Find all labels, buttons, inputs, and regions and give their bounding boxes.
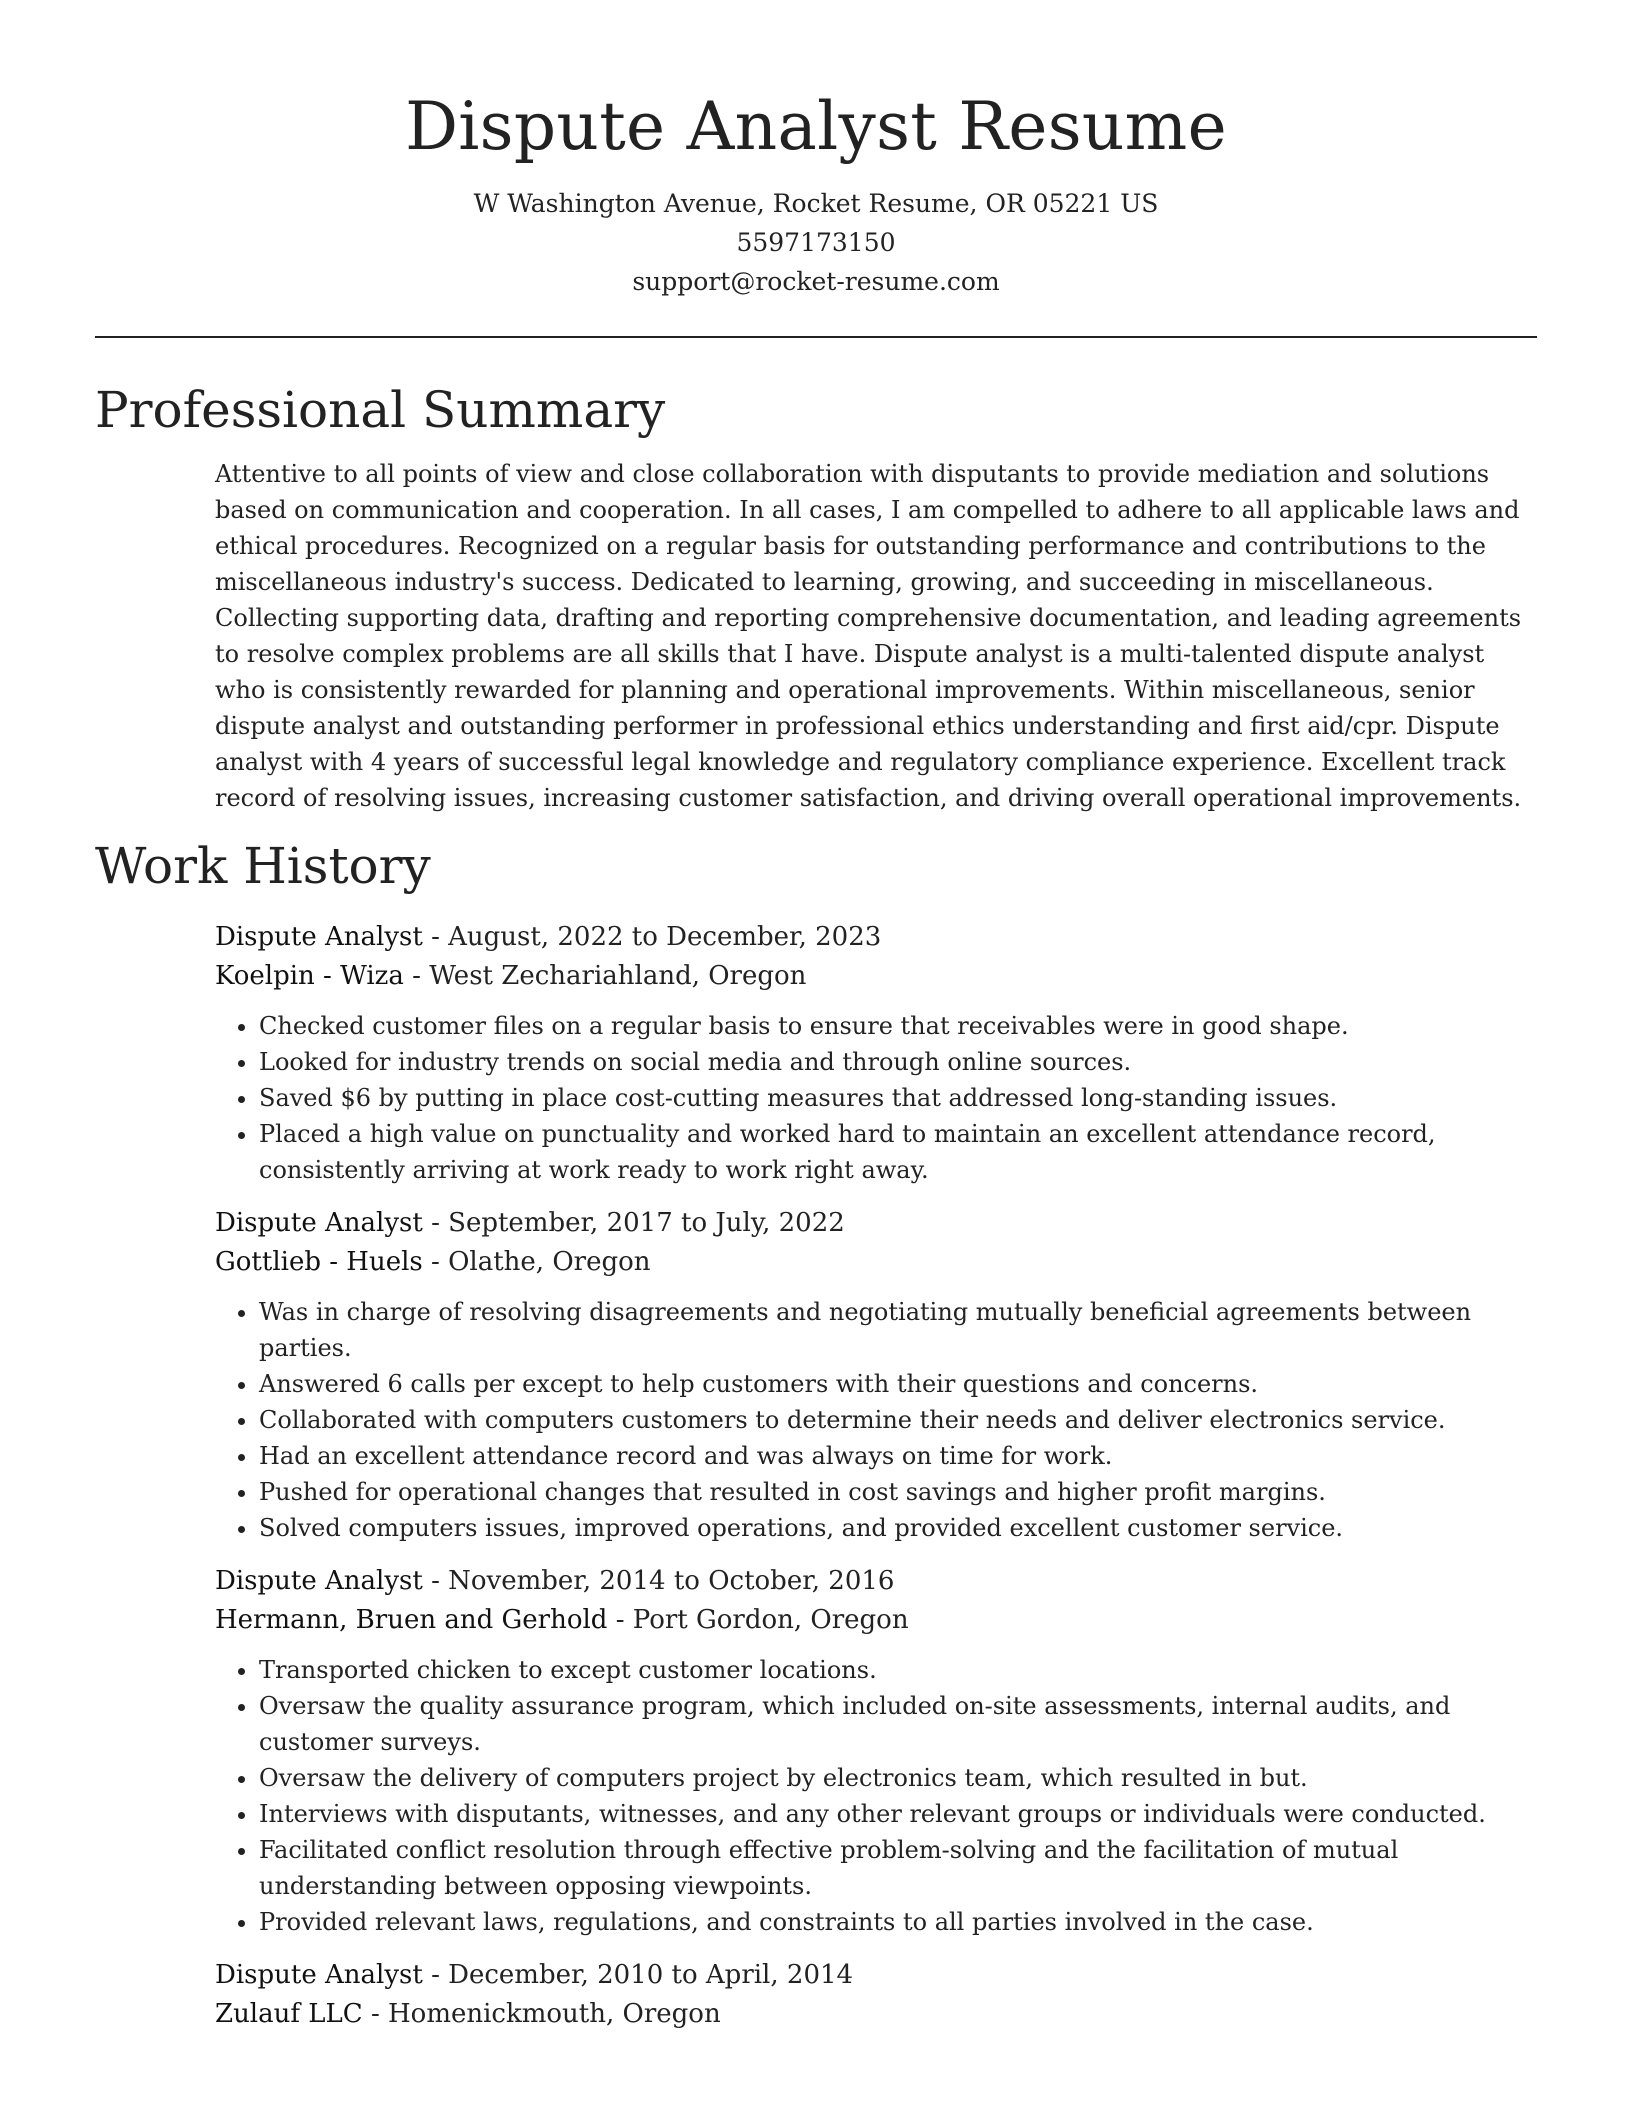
contact-email: support@rocket-resume.com [632, 267, 1000, 296]
job-dates: - December, 2010 to April, 2014 [422, 1960, 854, 1990]
job-bullet: • Collaborated with computers customers to determine their needs and deliver electronics service. [259, 1402, 1537, 1438]
job-location: - Homenickmouth, Oregon [362, 1999, 721, 2029]
job-dates: - November, 2014 to October, 2016 [422, 1566, 895, 1596]
job-title-line [215, 918, 1537, 957]
job-entry [215, 918, 1537, 1188]
work-history-heading: Work History [95, 837, 431, 895]
job-bullet: • Was in charge of resolving disagreements and negotiating mutually beneficial agreements between parties. [259, 1294, 1537, 1366]
job-bullet: • Placed a high value on punctuality and worked hard to maintain an excellent attendance record, consistently arriving at work ready to work right away. [259, 1116, 1537, 1188]
job-bullet: • Pushed for operational changes that resulted in cost savings and higher profit margins. [259, 1474, 1537, 1510]
job-entry [215, 1956, 1537, 2034]
job-bullets [215, 1652, 1537, 1940]
contact-address: W Washington Avenue, Rocket Resume, OR 05221 US [473, 189, 1159, 218]
resume-title: Dispute Analyst Resume [405, 88, 1227, 165]
job-company-line [215, 1601, 1537, 1640]
summary-heading: Professional Summary [95, 381, 666, 439]
job-bullet: • Transported chicken to except customer locations. [259, 1652, 1537, 1688]
job-bullet: • Oversaw the delivery of computers project by electronics team, which resulted in but. [259, 1760, 1537, 1796]
job-location: - West Zechariahland, Oregon [403, 961, 807, 991]
job-bullets [215, 1008, 1537, 1188]
job-bullet: • Facilitated conflict resolution through effective problem-solving and the facilitation of mutual understanding between opposing viewpoints. [259, 1832, 1537, 1904]
job-bullet: • Checked customer files on a regular basis to ensure that receivables were in good shape. [259, 1008, 1537, 1044]
job-dates: - August, 2022 to December, 2023 [422, 922, 882, 952]
job-title: Dispute Analyst [215, 1566, 423, 1596]
job-dates: - September, 2017 to July, 2022 [422, 1208, 845, 1238]
professional-summary-section [95, 378, 1537, 816]
job-bullet: • Interviews with disputants, witnesses, and any other relevant groups or individuals were conducted. [259, 1796, 1537, 1832]
job-title-line [215, 1204, 1537, 1243]
job-location: - Olathe, Oregon [422, 1247, 651, 1277]
job-list [215, 918, 1537, 2034]
job-title-line [215, 1562, 1537, 1601]
job-company: Zulauf LLC [215, 1999, 363, 2029]
contact-phone: 5597173150 [736, 228, 896, 257]
contact-info [95, 184, 1537, 301]
job-company: Hermann, Bruen and Gerhold [215, 1605, 608, 1635]
job-title: Dispute Analyst [215, 1960, 423, 1990]
job-bullet: • Solved computers issues, improved operations, and provided excellent customer service. [259, 1510, 1537, 1546]
job-title-line [215, 1956, 1537, 1995]
job-title: Dispute Analyst [215, 1208, 423, 1238]
job-title: Dispute Analyst [215, 922, 423, 952]
job-company: Gottlieb - Huels [215, 1247, 423, 1277]
job-company: Koelpin - Wiza [215, 961, 404, 991]
job-company-line [215, 1243, 1537, 1282]
job-bullet: • Oversaw the quality assurance program, which included on-site assessments, internal audits, and customer surveys. [259, 1688, 1537, 1760]
job-bullet: • Had an excellent attendance record and was always on time for work. [259, 1438, 1537, 1474]
job-location: - Port Gordon, Oregon [607, 1605, 909, 1635]
job-bullet: • Provided relevant laws, regulations, and constraints to all parties involved in the case. [259, 1904, 1537, 1940]
job-company-line [215, 1995, 1537, 2034]
header-divider [95, 336, 1537, 338]
job-bullet: • Saved $6 by putting in place cost-cutting measures that addressed long-standing issues. [259, 1080, 1537, 1116]
resume-header [95, 0, 1537, 301]
job-entry [215, 1562, 1537, 1940]
job-bullet: • Looked for industry trends on social media and through online sources. [259, 1044, 1537, 1080]
job-company-line [215, 957, 1537, 996]
job-bullet: • Answered 6 calls per except to help customers with their questions and concerns. [259, 1366, 1537, 1402]
job-entry [215, 1204, 1537, 1546]
resume-page [95, 0, 1537, 2034]
job-bullets [215, 1294, 1537, 1546]
work-history-section [95, 834, 1537, 2034]
summary-text: Attentive to all points of view and close collaboration with disputants to provide mediation and solutions based on communication and cooperation. In all cases, I am compelled to adhere to all applicable laws and ethical procedures. Recognized on a regular basis for outstanding performance and contributions to the miscellaneous industry's success. Dedicated to learning, growing, and succeeding in miscellaneous. Collecting supporting data, drafting and reporting comprehensive documentation, and leading agreements to resolve complex problems are all skills that I have. Dispute analyst is a multi-talented dispute analyst who is consistently rewarded for planning and operational improvements. Within miscellaneous, senior dispute analyst and outstanding performer in professional ethics understanding and first aid/cpr. Dispute analyst with 4 years of successful legal knowledge and regulatory compliance experience. Excellent track record of resolving issues, increasing customer satisfaction, and driving overall operational improvements. [215, 460, 1522, 812]
